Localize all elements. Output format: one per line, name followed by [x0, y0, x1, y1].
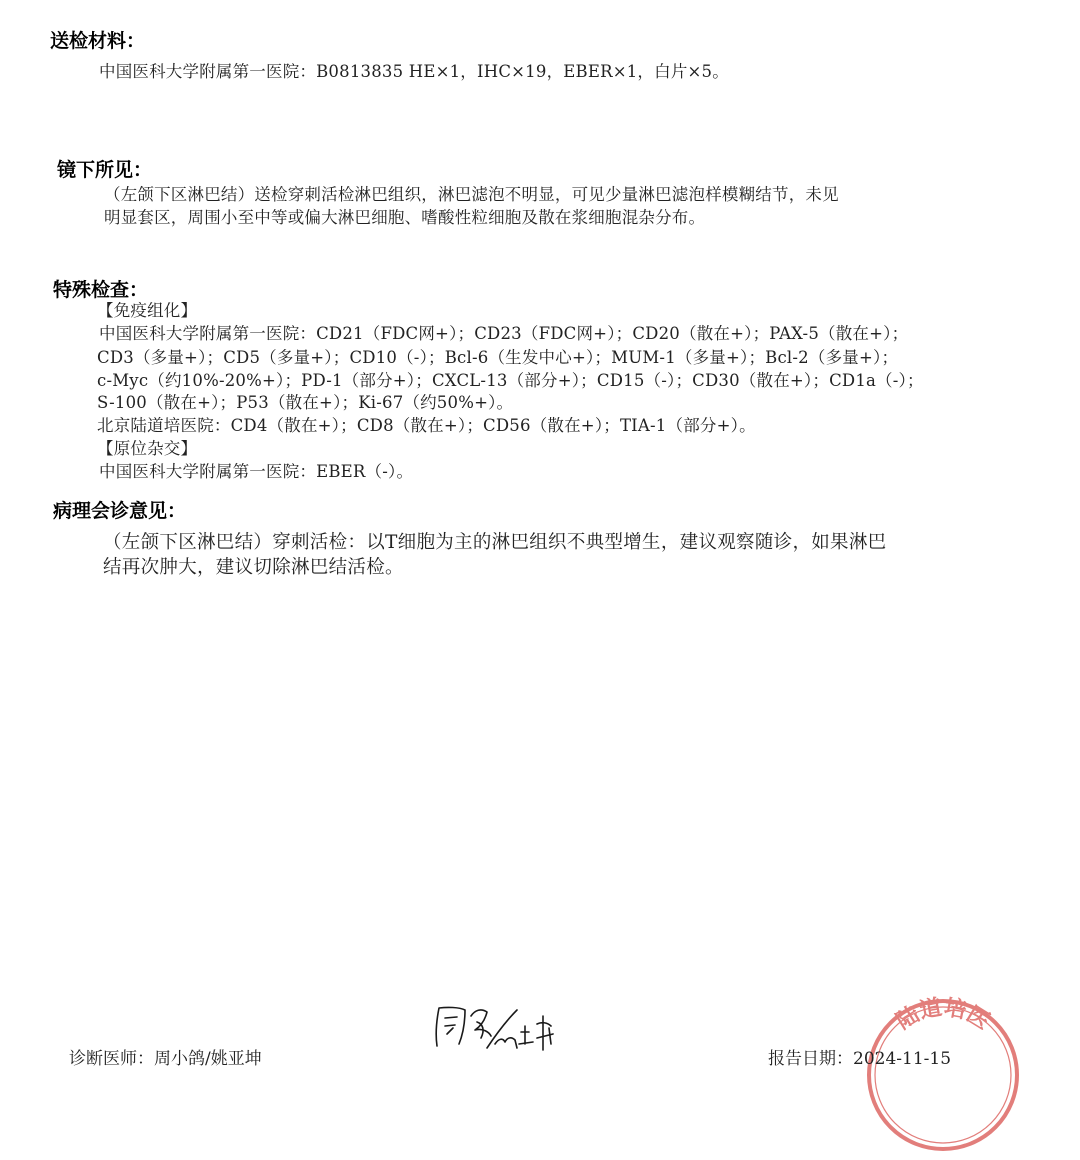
doctor-label: 诊断医师：: [69, 1049, 154, 1069]
ihc-line-5: 北京陆道培医院：CD4（散在+）；CD8（散在+）；CD56（散在+）；TIA-1（部分+）。: [97, 416, 756, 435]
doctor-signature: [425, 998, 585, 1060]
opinion-line-1: （左颌下区淋巴结）穿刺活检：以T细胞为主的淋巴组织不典型增生，建议观察随诊，如果淋巴: [103, 532, 887, 553]
microscopy-line-1: （左颌下区淋巴结）送检穿刺活检淋巴组织，淋巴滤泡不明显，可见少量淋巴滤泡样模糊结节，未见: [104, 185, 839, 204]
section-heading-special: 特殊检查：: [53, 279, 149, 301]
report-date-field: [768, 1044, 951, 1069]
opinion-line-2: 结再次肿大，建议切除淋巴结活检。: [103, 557, 404, 578]
hospital-stamp: [858, 990, 1028, 1160]
section-heading-microscopy: 镜下所见：: [57, 159, 153, 181]
stamp-text: 陆道培医: [891, 994, 995, 1035]
ihc-title: 【免疫组化】: [97, 301, 198, 320]
ihc-line-2: CD3（多量+）；CD5（多量+）；CD10（-）；Bcl-6（生发中心+）；MUM-1（多量+）；Bcl-2（多量+）；: [97, 348, 899, 367]
section-heading-opinion: 病理会诊意见：: [53, 500, 187, 522]
doctor-names: 周小鸽/姚亚坤: [154, 1049, 262, 1069]
ihc-line-3: c-Myc（约10%-20%+）；PD-1（部分+）；CXCL-13（部分+）；CD15（-）；CD30（散在+）；CD1a（-）；: [97, 371, 924, 390]
ish-line: 中国医科大学附属第一医院：EBER（-）。: [99, 462, 414, 481]
section-heading-specimen: 送检材料：: [50, 30, 146, 52]
date-value: 2024-11-15: [853, 1049, 952, 1069]
doctor-field: [69, 1044, 262, 1069]
ish-title: 【原位杂交】: [97, 439, 198, 458]
specimen-line: 中国医科大学附属第一医院：B0813835 HE×1，IHC×19，EBER×1，白片×5。: [99, 62, 729, 81]
microscopy-line-2: 明显套区，周围小至中等或偏大淋巴细胞、嗜酸性粒细胞及散在浆细胞混杂分布。: [104, 208, 706, 227]
date-label: 报告日期：: [768, 1049, 853, 1069]
ihc-line-1: 中国医科大学附属第一医院：CD21（FDC网+）；CD23（FDC网+）；CD20（散在+）；PAX-5（散在+）；: [99, 324, 909, 343]
ihc-line-4: S-100（散在+）；P53（散在+）；Ki-67（约50%+）。: [97, 393, 514, 412]
